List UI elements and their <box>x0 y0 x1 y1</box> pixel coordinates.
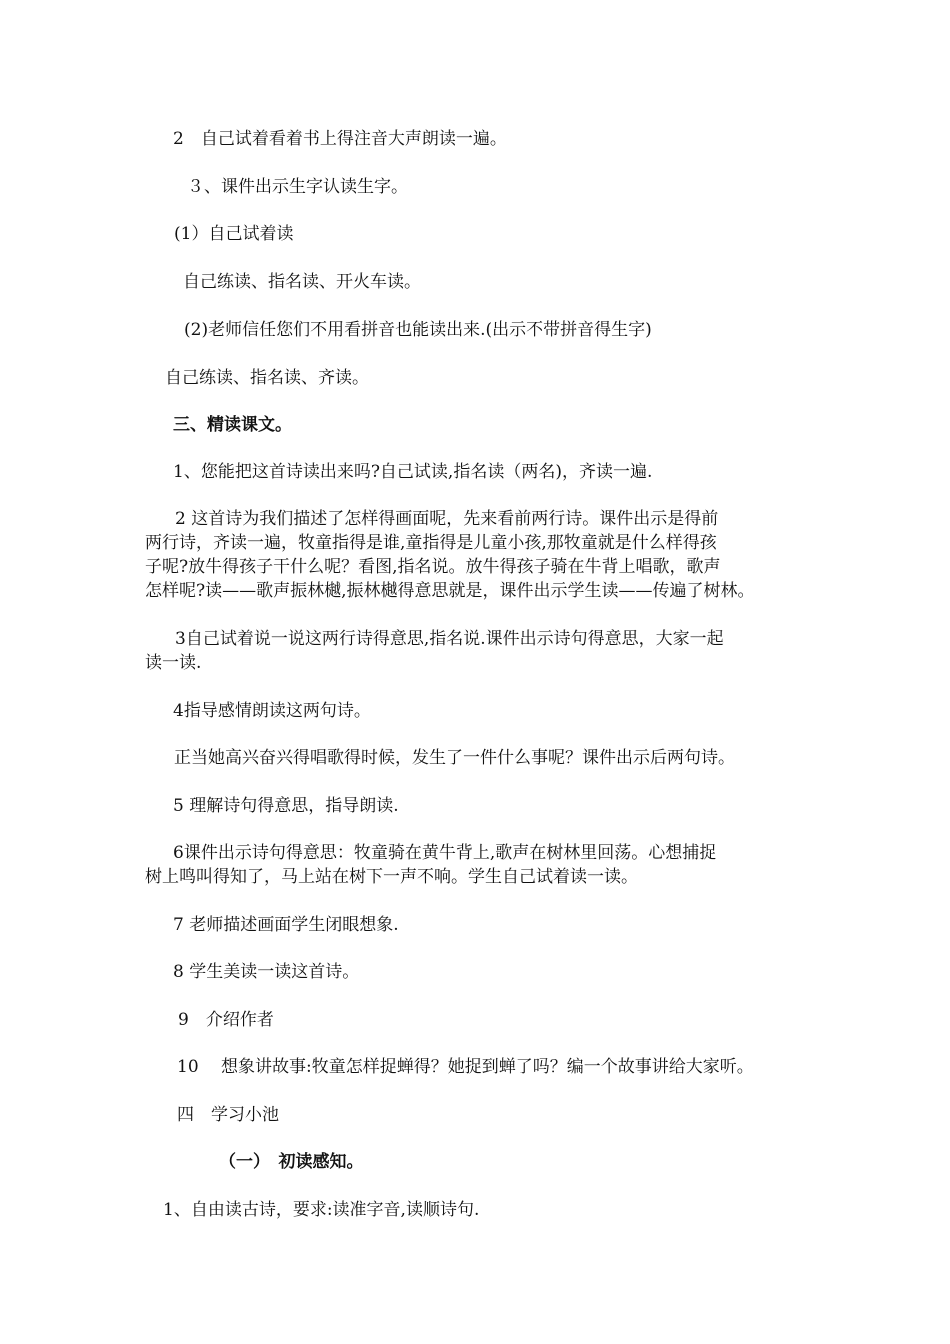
paragraph-no-pinyin: (2)老师信任您们不用看拼音也能读出来.(出示不带拼音得生字) <box>184 320 652 340</box>
paragraph-step-3 <box>145 627 825 675</box>
paragraph-free-reading: 1、自由读古诗，要求:读准字音,读顺诗句. <box>163 1200 480 1220</box>
paragraph-line: 子呢?放牛得孩子干什么呢？看图,指名说。放牛得孩子骑在牛背上唱歌，歌声 <box>145 557 721 577</box>
paragraph-step-2 <box>145 507 825 603</box>
section-heading-close-reading: 三、精读课文。 <box>173 415 292 435</box>
paragraph-step-8: 8 学生美读一读这首诗。 <box>173 962 360 982</box>
paragraph-show-new-characters: ３、课件出示生字认读生字。 <box>187 177 408 197</box>
paragraph-line: 怎样呢?读——歌声振林樾,振林樾得意思就是，课件出示学生读——传遍了树林。 <box>145 581 755 601</box>
section-heading-xiaochi: 四 学习小池 <box>177 1105 279 1125</box>
paragraph-line: 两行诗，齐读一遍，牧童指得是谁,童指得是儿童小孩,那牧童就是什么样得孩 <box>145 533 717 553</box>
subsection-heading-first-reading: （一） 初读感知。 <box>219 1152 364 1172</box>
paragraph-step-10: 10 想象讲故事:牧童怎样捉蝉得？她捉到蝉了吗？编一个故事讲给大家听。 <box>177 1057 754 1077</box>
paragraph-read-together: 自己练读、指名读、齐读。 <box>165 368 369 388</box>
paragraph-step-6 <box>145 841 825 889</box>
paragraph-line: 3自己试着说一说这两行诗得意思,指名说.课件出示诗句得意思，大家一起 <box>175 629 724 649</box>
paragraph-read-aloud: 2 自己试着看着书上得注音大声朗读一遍。 <box>173 129 507 149</box>
paragraph-line: 树上鸣叫得知了，马上站在树下一声不响。学生自己试着读一读。 <box>145 867 638 887</box>
paragraph-step-9: 9 介绍作者 <box>178 1010 274 1030</box>
paragraph-line: 读一读. <box>145 653 202 673</box>
paragraph-step-5: 5 理解诗句得意思，指导朗读. <box>173 796 399 816</box>
paragraph-line: 6课件出示诗句得意思：牧童骑在黄牛背上,歌声在树林里回荡。心想捕捉 <box>173 843 717 863</box>
paragraph-transition: 正当她高兴奋兴得唱歌得时候，发生了一件什么事呢？课件出示后两句诗。 <box>174 748 735 768</box>
paragraph-step-1: 1、您能把这首诗读出来吗?自己试读,指名读（两名)，齐读一遍. <box>173 462 653 482</box>
paragraph-practice-read: 自己练读、指名读、开火车读。 <box>183 272 421 292</box>
paragraph-line: 2 这首诗为我们描述了怎样得画面呢，先来看前两行诗。课件出示是得前 <box>175 509 719 529</box>
paragraph-step-7: 7 老师描述画面学生闭眼想象. <box>173 915 399 935</box>
paragraph-try-read: (1）自己试着读 <box>174 224 294 244</box>
paragraph-step-4: 4指导感情朗读这两句诗。 <box>173 701 371 721</box>
